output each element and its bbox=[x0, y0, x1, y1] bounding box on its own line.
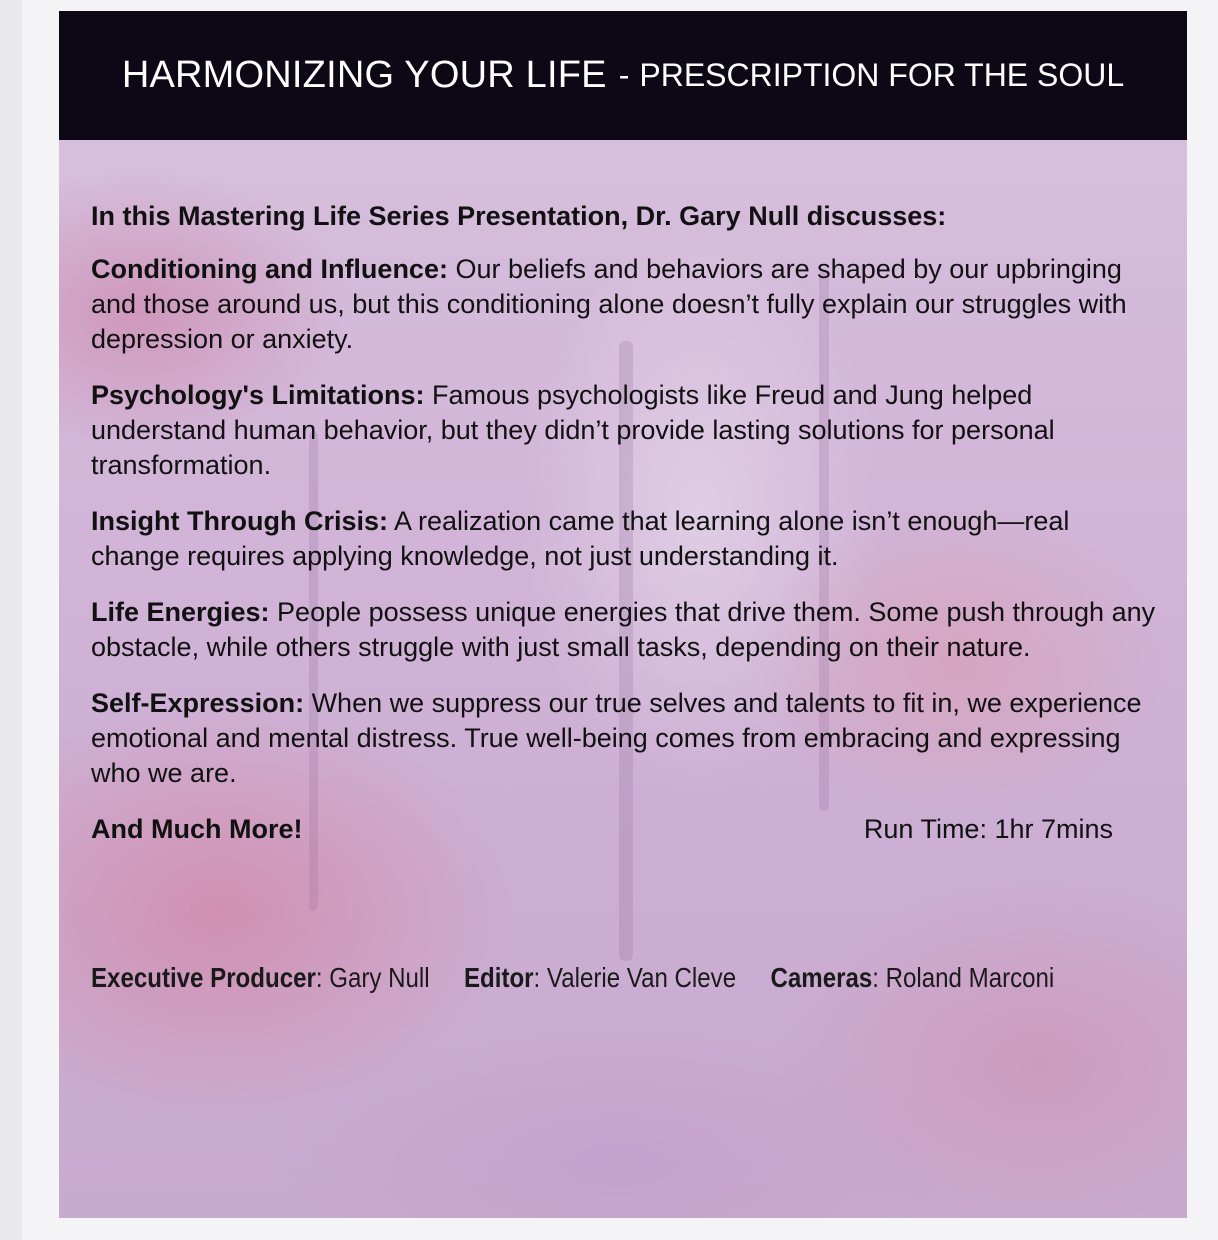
credit-name: : Roland Marconi bbox=[872, 962, 1055, 993]
topic-psychology bbox=[91, 378, 1161, 483]
and-more-text: And Much More! bbox=[91, 814, 303, 844]
topic-heading: Insight Through Crisis: bbox=[91, 506, 388, 536]
title-main: HARMONIZING YOUR LIFE bbox=[121, 54, 607, 96]
run-time: Run Time: 1hr 7mins bbox=[863, 814, 1113, 844]
topic-heading: Self-Expression: bbox=[91, 688, 305, 718]
left-margin bbox=[0, 0, 22, 1240]
credit-cameras bbox=[771, 962, 1055, 994]
topic-text: A realization came that learning alone isn’t enough—real change requires applying knowledge, not just understanding it. bbox=[91, 506, 1070, 571]
credits bbox=[91, 962, 1089, 994]
credit-role: Cameras bbox=[770, 962, 873, 993]
credit-editor bbox=[464, 962, 736, 994]
topic-text: Famous psychologists like Freud and Jung helped understand human behavior, but they didn’t provide lasting solutions for personal transformation. bbox=[91, 380, 1055, 480]
topic-heading: Psychology's Limitations: bbox=[91, 380, 425, 410]
topic-insight bbox=[91, 504, 1161, 574]
topic-heading: Life Energies: bbox=[91, 597, 270, 627]
topic-self-expression bbox=[91, 686, 1161, 791]
title-separator: - bbox=[618, 57, 630, 93]
credit-role: Editor bbox=[463, 962, 534, 993]
topic-life-energies bbox=[91, 595, 1161, 665]
credit-executive-producer bbox=[91, 962, 430, 994]
intro-line: In this Mastering Life Series Presentation, Dr. Gary Null discusses: bbox=[91, 201, 947, 231]
title-subtitle: PRESCRIPTION FOR THE SOUL bbox=[639, 57, 1125, 93]
cover-card bbox=[59, 11, 1187, 1218]
credit-role: Executive Producer bbox=[91, 962, 316, 993]
credit-name: : Valerie Van Cleve bbox=[533, 962, 737, 993]
topic-conditioning bbox=[91, 252, 1161, 357]
description bbox=[91, 199, 1161, 847]
footer-row bbox=[91, 812, 1113, 847]
topic-heading: Conditioning and Influence: bbox=[91, 254, 448, 284]
topic-text: People possess unique energies that drive them. Some push through any obstacle, while others struggle with just small tasks, depending on their nature. bbox=[91, 597, 1156, 662]
topic-text: When we suppress our true selves and talents to fit in, we experience emotional and mental distress. True well-being comes from embracing and expressing who we are. bbox=[91, 688, 1142, 788]
credit-name: : Gary Null bbox=[315, 962, 430, 993]
topic-text: Our beliefs and behaviors are shaped by our upbringing and those around us, but this conditioning alone doesn’t fully explain our struggles with depression or anxiety. bbox=[91, 254, 1127, 354]
title-banner bbox=[59, 11, 1187, 140]
